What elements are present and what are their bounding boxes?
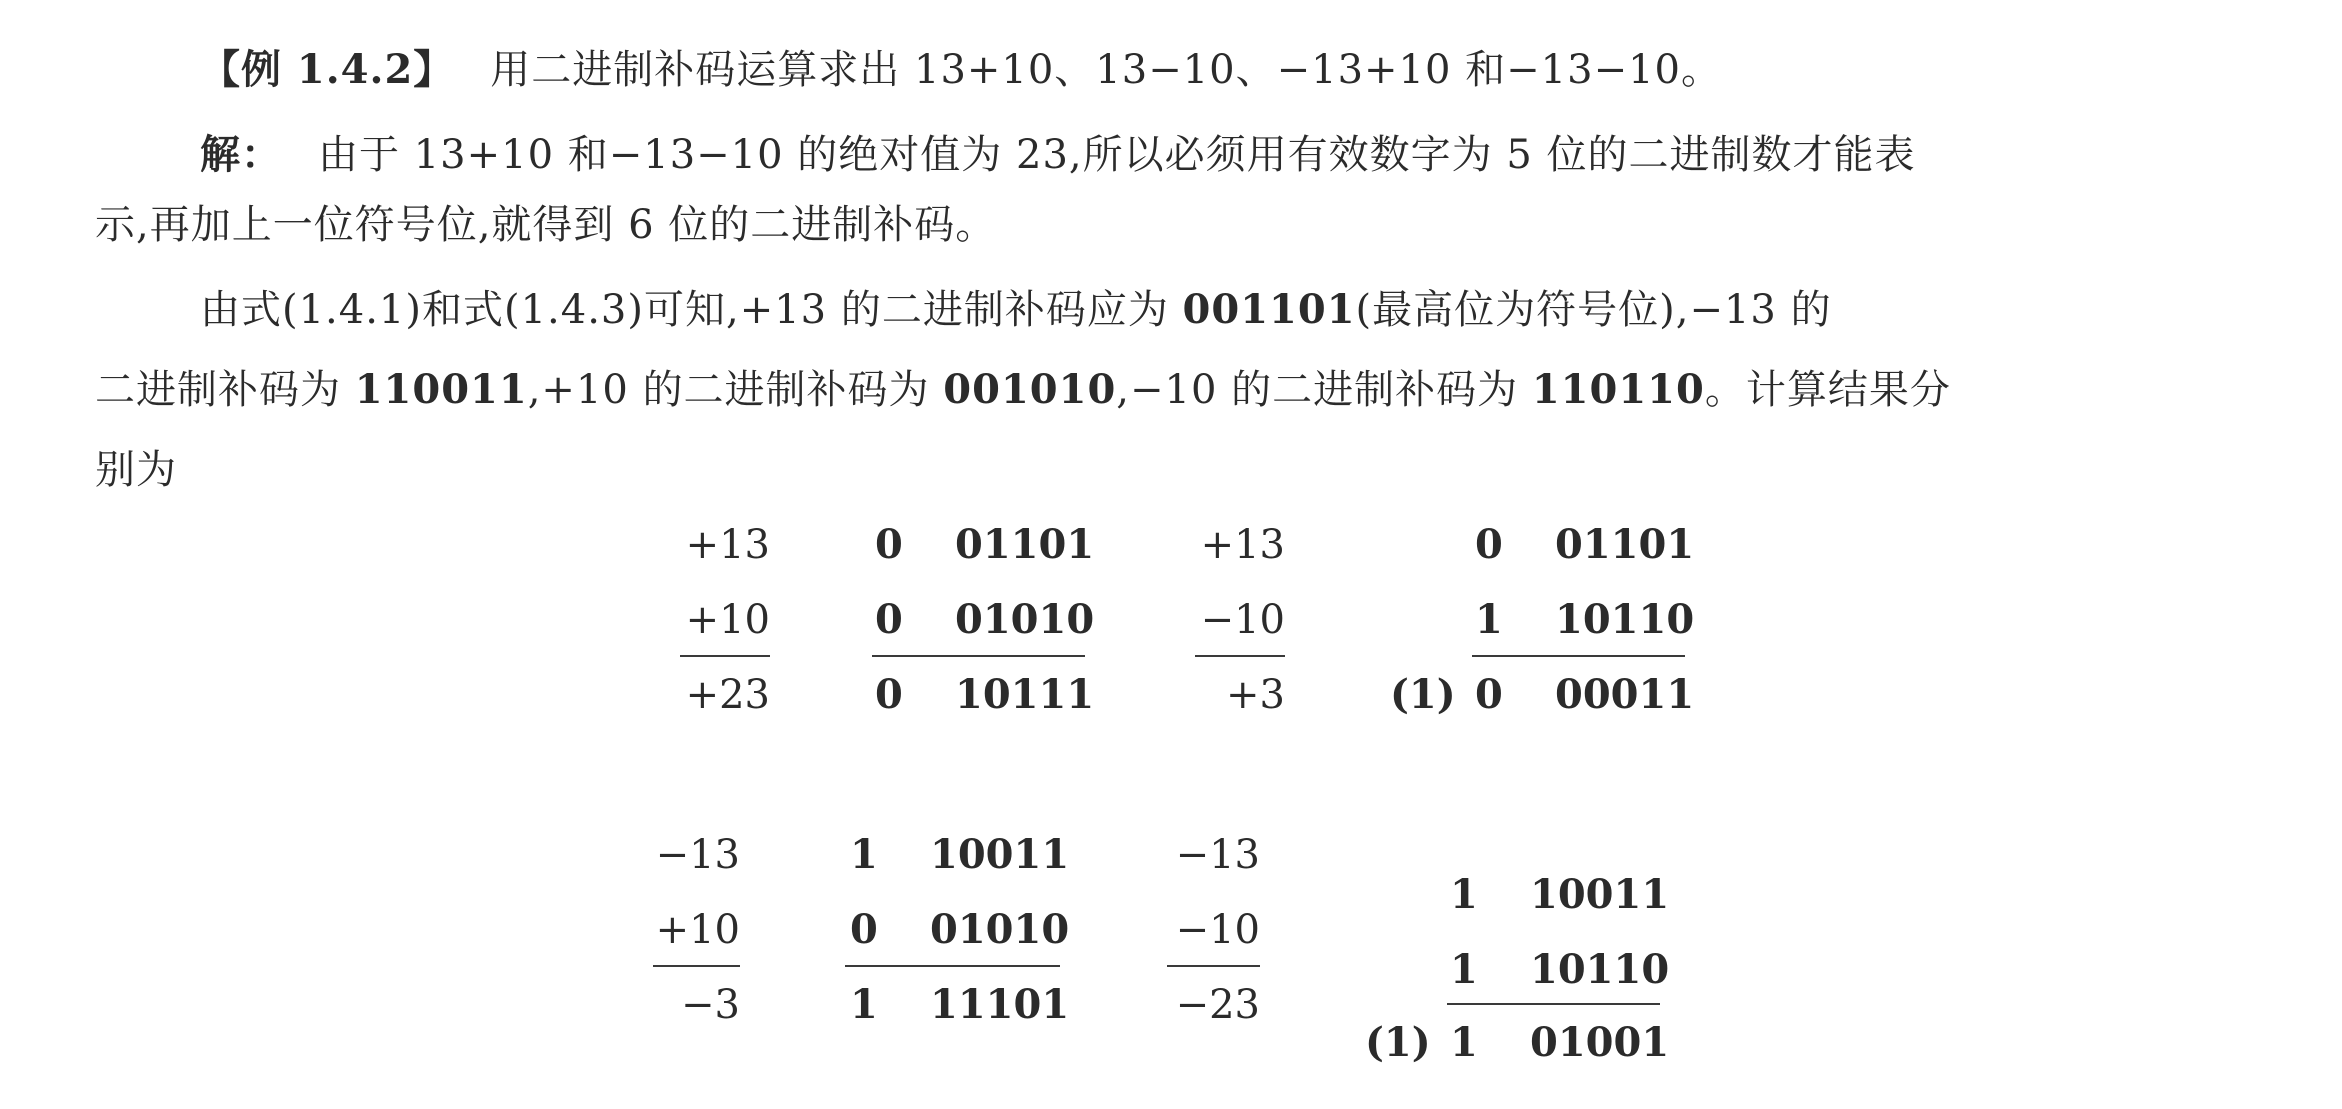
calc1-b-bits: 01010 xyxy=(955,596,1095,643)
solution-text-2b-3: ,−10 的二进制补码为 xyxy=(1116,367,1532,413)
calc3-a-sign: 1 xyxy=(850,831,878,878)
solution-line-1 xyxy=(200,125,1916,185)
binary-plus13: 001101 xyxy=(1182,286,1356,333)
solution-line-5 xyxy=(95,440,177,500)
calc4-b-bits: 10110 xyxy=(1530,946,1670,993)
calc1-r-dec: +23 xyxy=(685,672,770,718)
binary-minus13: 110011 xyxy=(354,366,528,413)
solution-text-2c: 别为 xyxy=(95,447,177,493)
calc3-r-dec: −3 xyxy=(681,982,740,1028)
calc2-dec-rule xyxy=(1195,655,1285,657)
solution-label: 解： xyxy=(200,131,282,178)
calc1-a-dec: +13 xyxy=(685,522,770,568)
solution-text-2a-2: (最高位为符号位),−13 的 xyxy=(1355,287,1832,333)
calc3-b-dec: +10 xyxy=(655,907,740,953)
calc4-a-bits: 10011 xyxy=(1530,871,1670,918)
calc2-carry: (1) xyxy=(1390,671,1456,718)
calc2-b-bits: 10110 xyxy=(1555,596,1695,643)
example-heading xyxy=(200,40,1722,100)
calc2-a-sign: 0 xyxy=(1475,521,1503,568)
calc4-a-sign: 1 xyxy=(1450,871,1478,918)
solution-text-2a-1: 由式(1.4.1)和式(1.4.3)可知,+13 的二进制补码应为 xyxy=(200,287,1183,333)
calc2-r-dec: +3 xyxy=(1226,672,1285,718)
calc4-b-sign: 1 xyxy=(1450,946,1478,993)
calc2-r-sign: 0 xyxy=(1475,671,1503,718)
calc1-a-bits: 01101 xyxy=(955,521,1095,568)
calc2-a-dec: +13 xyxy=(1200,522,1285,568)
solution-line-2 xyxy=(95,195,996,255)
calc2-bin-rule xyxy=(1472,655,1685,657)
solution-line-4 xyxy=(95,360,1951,420)
solution-text-2b-1: 二进制补码为 xyxy=(95,367,355,413)
calc3-r-sign: 1 xyxy=(850,981,878,1028)
calc1-b-sign: 0 xyxy=(875,596,903,643)
calc4-r-dec: −23 xyxy=(1175,982,1260,1028)
calc2-a-bits: 01101 xyxy=(1555,521,1695,568)
example-label: 【例 1.4.2】 xyxy=(200,46,455,93)
calc1-r-sign: 0 xyxy=(875,671,903,718)
solution-line-3 xyxy=(200,280,1832,340)
calc1-a-sign: 0 xyxy=(875,521,903,568)
calc3-dec-rule xyxy=(653,965,740,967)
calc3-a-bits: 10011 xyxy=(930,831,1070,878)
calc1-b-dec: +10 xyxy=(685,597,770,643)
calc4-a-dec: −13 xyxy=(1175,832,1260,878)
solution-text-2b-4: 。计算结果分 xyxy=(1704,367,1951,413)
calc4-dec-rule xyxy=(1167,965,1260,967)
solution-text-2b-2: ,+10 的二进制补码为 xyxy=(527,367,944,413)
solution-text-1a: 由于 13+10 和−13−10 的绝对值为 23,所以必须用有效数字为 5 位的二进制数才能表 xyxy=(318,132,1916,178)
calc3-b-bits: 01010 xyxy=(930,906,1070,953)
calc2-b-sign: 1 xyxy=(1475,596,1503,643)
calc1-r-bits: 10111 xyxy=(955,671,1095,718)
calc3-a-dec: −13 xyxy=(655,832,740,878)
binary-minus10: 110110 xyxy=(1531,366,1705,413)
calc3-b-sign: 0 xyxy=(850,906,878,953)
calc1-dec-rule xyxy=(680,655,770,657)
calc4-bin-rule xyxy=(1447,1003,1660,1005)
calc4-r-bits: 01001 xyxy=(1530,1019,1670,1066)
calc3-r-bits: 11101 xyxy=(930,981,1070,1028)
calc4-carry: (1) xyxy=(1365,1019,1431,1066)
calc1-bin-rule xyxy=(872,655,1085,657)
calc4-r-sign: 1 xyxy=(1450,1019,1478,1066)
calc4-b-dec: −10 xyxy=(1175,907,1260,953)
binary-plus10: 001010 xyxy=(943,366,1117,413)
example-question: 用二进制补码运算求出 13+10、13−10、−13+10 和−13−10。 xyxy=(490,47,1722,93)
calc2-b-dec: −10 xyxy=(1200,597,1285,643)
calc2-r-bits: 00011 xyxy=(1555,671,1695,718)
calc3-bin-rule xyxy=(845,965,1060,967)
solution-text-1b: 示,再加上一位符号位,就得到 6 位的二进制补码。 xyxy=(95,202,997,248)
